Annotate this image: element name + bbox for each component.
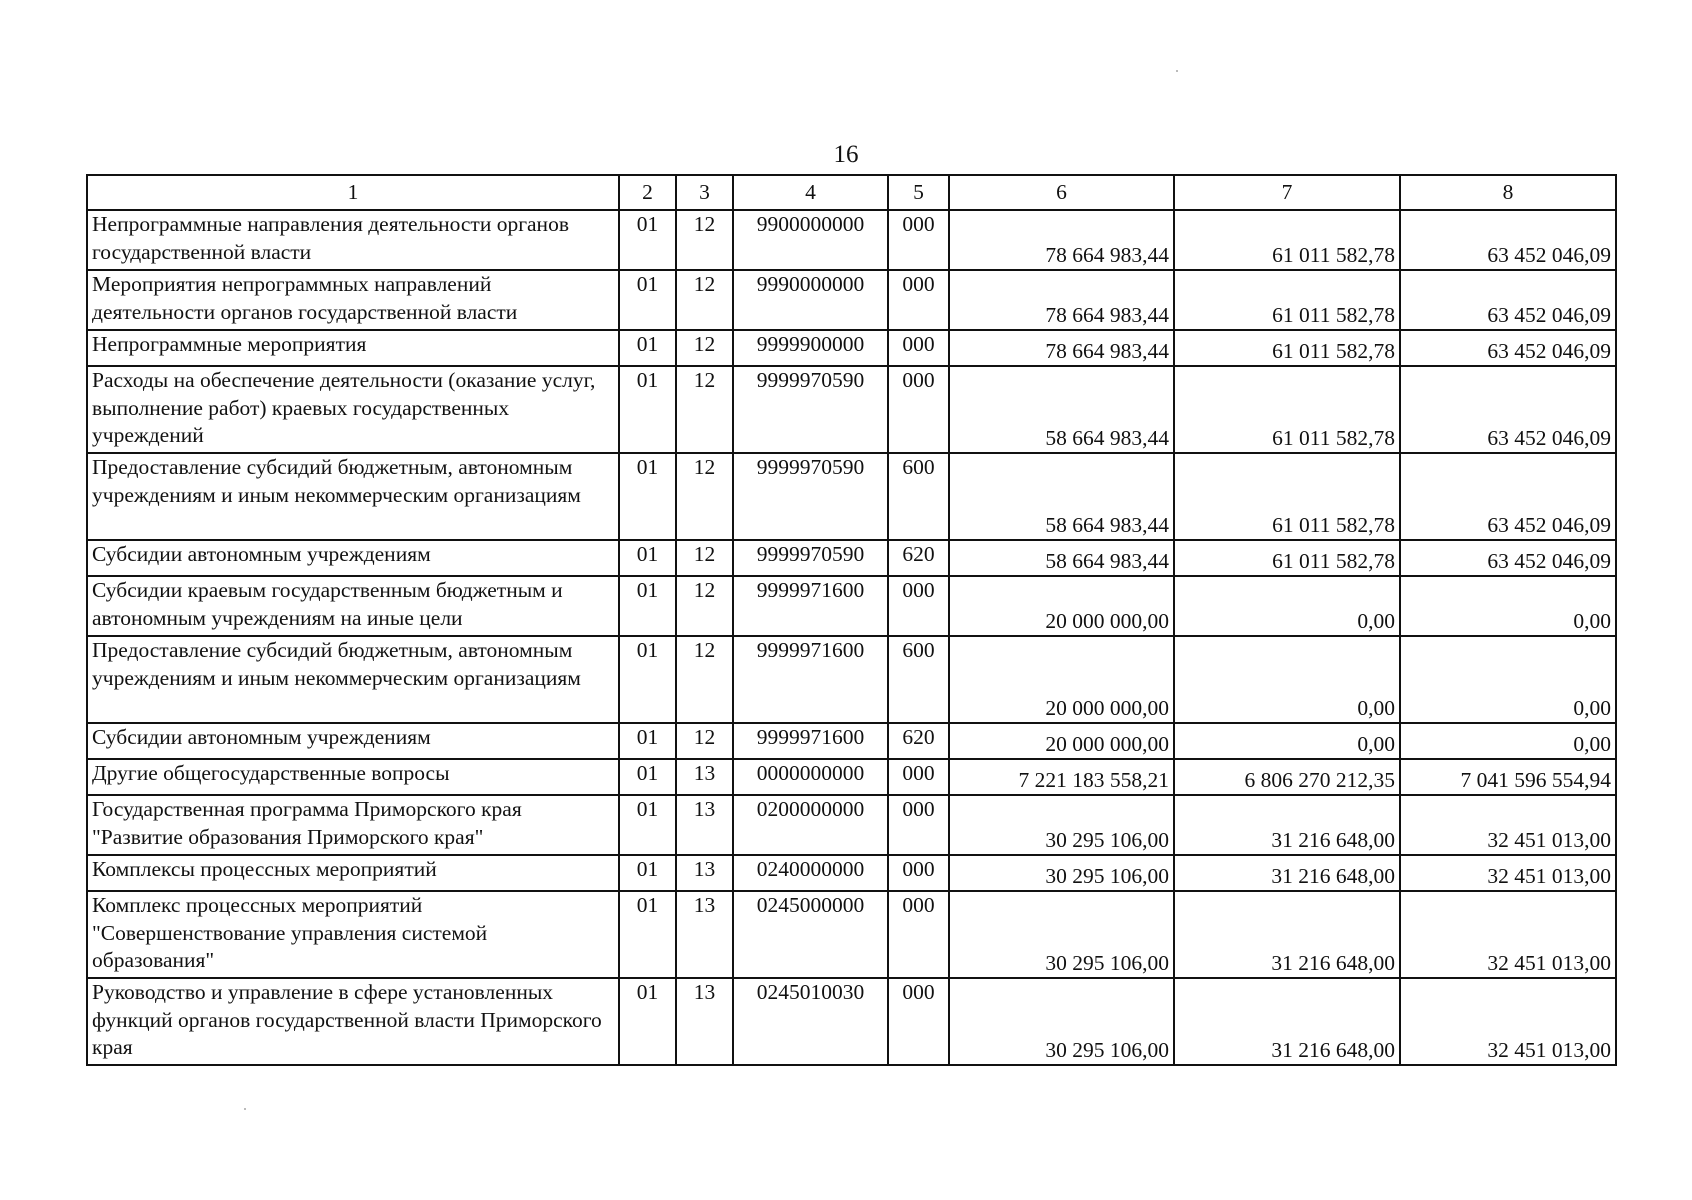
row-expense-type-code: 600 <box>888 453 949 540</box>
scan-speck <box>244 1108 246 1110</box>
row-subsection-code: 13 <box>676 759 733 795</box>
row-name: Комплексы процессных мероприятий <box>87 855 619 891</box>
row-section-code: 01 <box>619 210 676 270</box>
row-amount-col7: 6 806 270 212,35 <box>1174 759 1400 795</box>
row-amount-col6: 20 000 000,00 <box>949 723 1174 759</box>
row-subsection-code: 12 <box>676 453 733 540</box>
column-header: 5 <box>888 175 949 210</box>
row-name: Государственная программа Приморского края "Развитие образования Приморского края" <box>87 795 619 855</box>
row-target-code: 9990000000 <box>733 270 888 330</box>
table-row <box>87 636 1616 723</box>
row-expense-type-code: 620 <box>888 723 949 759</box>
row-target-code: 9900000000 <box>733 210 888 270</box>
column-header: 3 <box>676 175 733 210</box>
row-amount-col8: 32 451 013,00 <box>1400 795 1616 855</box>
row-section-code: 01 <box>619 636 676 723</box>
row-expense-type-code: 000 <box>888 891 949 978</box>
row-section-code: 01 <box>619 978 676 1065</box>
table-row <box>87 330 1616 366</box>
column-header: 1 <box>87 175 619 210</box>
row-subsection-code: 13 <box>676 795 733 855</box>
table-row <box>87 759 1616 795</box>
row-target-code: 9999970590 <box>733 540 888 576</box>
row-name: Субсидии автономным учреждениям <box>87 540 619 576</box>
row-section-code: 01 <box>619 891 676 978</box>
budget-table <box>86 174 1617 1066</box>
row-name: Субсидии автономным учреждениям <box>87 723 619 759</box>
row-amount-col7: 61 011 582,78 <box>1174 330 1400 366</box>
row-amount-col7: 61 011 582,78 <box>1174 366 1400 453</box>
row-section-code: 01 <box>619 540 676 576</box>
row-amount-col7: 31 216 648,00 <box>1174 855 1400 891</box>
row-amount-col7: 0,00 <box>1174 723 1400 759</box>
row-name: Предоставление субсидий бюджетным, автономным учреждениям и иным некоммерческим организациям <box>87 636 619 723</box>
row-expense-type-code: 000 <box>888 855 949 891</box>
row-section-code: 01 <box>619 270 676 330</box>
row-subsection-code: 12 <box>676 636 733 723</box>
row-target-code: 9999971600 <box>733 576 888 636</box>
row-amount-col6: 78 664 983,44 <box>949 330 1174 366</box>
column-header: 8 <box>1400 175 1616 210</box>
row-expense-type-code: 000 <box>888 576 949 636</box>
column-header: 7 <box>1174 175 1400 210</box>
row-target-code: 0240000000 <box>733 855 888 891</box>
row-subsection-code: 12 <box>676 210 733 270</box>
table-row <box>87 891 1616 978</box>
row-section-code: 01 <box>619 759 676 795</box>
row-amount-col6: 20 000 000,00 <box>949 576 1174 636</box>
table-row <box>87 978 1616 1065</box>
row-target-code: 9999970590 <box>733 366 888 453</box>
table-row <box>87 723 1616 759</box>
row-name: Руководство и управление в сфере установленных функций органов государственной власти Приморского края <box>87 978 619 1065</box>
row-amount-col6: 78 664 983,44 <box>949 270 1174 330</box>
row-expense-type-code: 000 <box>888 366 949 453</box>
row-section-code: 01 <box>619 576 676 636</box>
row-amount-col8: 63 452 046,09 <box>1400 453 1616 540</box>
row-amount-col7: 31 216 648,00 <box>1174 978 1400 1065</box>
page-number: 16 <box>833 141 859 168</box>
row-amount-col8: 0,00 <box>1400 576 1616 636</box>
row-amount-col8: 0,00 <box>1400 723 1616 759</box>
row-subsection-code: 13 <box>676 891 733 978</box>
row-name: Непрограммные мероприятия <box>87 330 619 366</box>
row-expense-type-code: 000 <box>888 795 949 855</box>
row-amount-col7: 61 011 582,78 <box>1174 540 1400 576</box>
column-header: 2 <box>619 175 676 210</box>
row-amount-col8: 63 452 046,09 <box>1400 330 1616 366</box>
row-subsection-code: 12 <box>676 540 733 576</box>
row-target-code: 0200000000 <box>733 795 888 855</box>
column-header: 6 <box>949 175 1174 210</box>
row-expense-type-code: 000 <box>888 210 949 270</box>
row-amount-col6: 30 295 106,00 <box>949 795 1174 855</box>
row-name: Субсидии краевым государственным бюджетным и автономным учреждениям на иные цели <box>87 576 619 636</box>
row-name: Предоставление субсидий бюджетным, автономным учреждениям и иным некоммерческим организациям <box>87 453 619 540</box>
row-expense-type-code: 000 <box>888 270 949 330</box>
row-amount-col8: 32 451 013,00 <box>1400 978 1616 1065</box>
table-header-row <box>87 175 1616 210</box>
row-section-code: 01 <box>619 855 676 891</box>
table-row <box>87 855 1616 891</box>
row-expense-type-code: 600 <box>888 636 949 723</box>
table-row <box>87 576 1616 636</box>
row-subsection-code: 13 <box>676 855 733 891</box>
row-section-code: 01 <box>619 330 676 366</box>
row-amount-col8: 63 452 046,09 <box>1400 210 1616 270</box>
table-row <box>87 210 1616 270</box>
scan-speck <box>1176 70 1178 72</box>
row-subsection-code: 13 <box>676 978 733 1065</box>
row-name: Другие общегосударственные вопросы <box>87 759 619 795</box>
table-row <box>87 270 1616 330</box>
row-subsection-code: 12 <box>676 330 733 366</box>
row-amount-col6: 20 000 000,00 <box>949 636 1174 723</box>
row-amount-col8: 7 041 596 554,94 <box>1400 759 1616 795</box>
row-amount-col6: 7 221 183 558,21 <box>949 759 1174 795</box>
row-name: Комплекс процессных мероприятий "Совершенствование управления системой образования" <box>87 891 619 978</box>
row-subsection-code: 12 <box>676 270 733 330</box>
row-expense-type-code: 620 <box>888 540 949 576</box>
table-row <box>87 540 1616 576</box>
row-amount-col6: 58 664 983,44 <box>949 540 1174 576</box>
row-amount-col7: 31 216 648,00 <box>1174 891 1400 978</box>
row-amount-col6: 30 295 106,00 <box>949 855 1174 891</box>
row-amount-col6: 30 295 106,00 <box>949 978 1174 1065</box>
row-amount-col6: 58 664 983,44 <box>949 366 1174 453</box>
row-amount-col6: 78 664 983,44 <box>949 210 1174 270</box>
row-amount-col8: 63 452 046,09 <box>1400 540 1616 576</box>
row-subsection-code: 12 <box>676 576 733 636</box>
table-row <box>87 795 1616 855</box>
row-subsection-code: 12 <box>676 366 733 453</box>
row-target-code: 9999971600 <box>733 636 888 723</box>
row-amount-col8: 0,00 <box>1400 636 1616 723</box>
row-target-code: 9999970590 <box>733 453 888 540</box>
row-expense-type-code: 000 <box>888 759 949 795</box>
row-target-code: 9999971600 <box>733 723 888 759</box>
row-expense-type-code: 000 <box>888 978 949 1065</box>
row-amount-col7: 0,00 <box>1174 636 1400 723</box>
row-amount-col7: 31 216 648,00 <box>1174 795 1400 855</box>
row-section-code: 01 <box>619 366 676 453</box>
row-amount-col8: 63 452 046,09 <box>1400 366 1616 453</box>
row-name: Непрограммные направления деятельности органов государственной власти <box>87 210 619 270</box>
row-amount-col7: 61 011 582,78 <box>1174 270 1400 330</box>
row-amount-col8: 63 452 046,09 <box>1400 270 1616 330</box>
row-target-code: 9999900000 <box>733 330 888 366</box>
row-amount-col8: 32 451 013,00 <box>1400 891 1616 978</box>
row-amount-col7: 61 011 582,78 <box>1174 210 1400 270</box>
row-expense-type-code: 000 <box>888 330 949 366</box>
row-amount-col7: 61 011 582,78 <box>1174 453 1400 540</box>
row-amount-col8: 32 451 013,00 <box>1400 855 1616 891</box>
row-target-code: 0245000000 <box>733 891 888 978</box>
table-row <box>87 366 1616 453</box>
row-subsection-code: 12 <box>676 723 733 759</box>
row-name: Мероприятия непрограммных направлений деятельности органов государственной власти <box>87 270 619 330</box>
row-amount-col7: 0,00 <box>1174 576 1400 636</box>
column-header: 4 <box>733 175 888 210</box>
row-section-code: 01 <box>619 795 676 855</box>
row-target-code: 0000000000 <box>733 759 888 795</box>
row-section-code: 01 <box>619 723 676 759</box>
row-target-code: 0245010030 <box>733 978 888 1065</box>
row-section-code: 01 <box>619 453 676 540</box>
table-row <box>87 453 1616 540</box>
row-name: Расходы на обеспечение деятельности (оказание услуг, выполнение работ) краевых государственных учреждений <box>87 366 619 453</box>
row-amount-col6: 30 295 106,00 <box>949 891 1174 978</box>
row-amount-col6: 58 664 983,44 <box>949 453 1174 540</box>
